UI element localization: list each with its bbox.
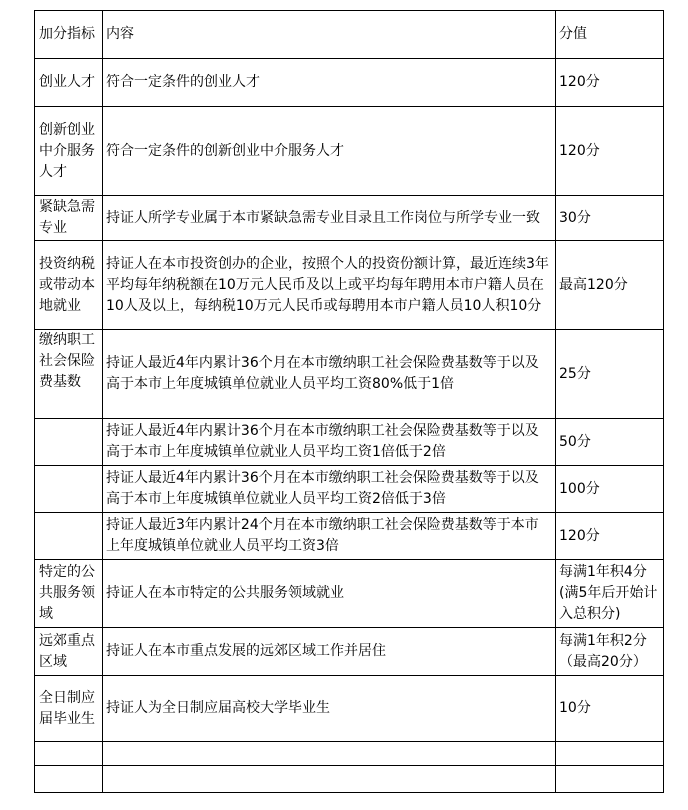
row-content: 符合一定条件的创业人才 [103,59,556,107]
empty-cell [35,742,103,766]
row-indicator: 远郊重点区域 [35,628,103,676]
empty-cell [556,742,664,766]
empty-row [35,742,664,766]
empty-cell [103,742,556,766]
row-content: 持证人最近3年内累计24个月在本市缴纳职工社会保险费基数等于本市上年度城镇单位就业人员平均工资3倍 [103,513,556,560]
row-content: 持证人最近4年内累计36个月在本市缴纳职工社会保险费基数等于以及高于本市上年度城镇单位就业人员平均工资2倍低于3倍 [103,466,556,513]
row-content: 持证人最近4年内累计36个月在本市缴纳职工社会保险费基数等于以及高于本市上年度城镇单位就业人员平均工资1倍低于2倍 [103,419,556,466]
header-content: 内容 [103,11,556,59]
row-indicator: 紧缺急需专业 [35,196,103,241]
row-content: 持证人在本市投资创办的企业，按照个人的投资份额计算，最近连续3年平均每年纳税额在10万元人民币及以上或平均每年聘用本市户籍人员在10人及以上，每纳税10万元人民币或每聘用本市户籍人员10人积10分 [103,241,556,330]
row-indicator: 创新创业中介服务人才 [35,107,103,196]
row-indicator [35,419,103,466]
row-score: 100分 [556,466,664,513]
row-content: 持证人在本市特定的公共服务领域就业 [103,560,556,628]
table-row [35,241,664,330]
row-content: 持证人为全日制应届高校大学毕业生 [103,676,556,742]
row-score: 每满1年积2分（最高20分） [556,628,664,676]
row-indicator: 全日制应届毕业生 [35,676,103,742]
row-indicator: 特定的公共服务领域 [35,560,103,628]
table-row [35,628,664,676]
table-row [35,676,664,742]
table-header-row [35,11,664,59]
table-row [35,196,664,241]
row-score: 最高120分 [556,241,664,330]
row-indicator: 缴纳职工社会保险费基数 [35,330,103,419]
row-indicator: 投资纳税或带动本地就业 [35,241,103,330]
row-score: 每满1年积4分(满5年后开始计入总积分) [556,560,664,628]
table-row [35,513,664,560]
row-score: 120分 [556,107,664,196]
row-content: 符合一定条件的创新创业中介服务人才 [103,107,556,196]
row-score: 25分 [556,330,664,419]
row-content: 持证人在本市重点发展的远郊区域工作并居住 [103,628,556,676]
table-row [35,330,664,419]
row-content: 持证人所学专业属于本市紧缺急需专业目录且工作岗位与所学专业一致 [103,196,556,241]
row-score: 120分 [556,59,664,107]
row-content: 持证人最近4年内累计36个月在本市缴纳职工社会保险费基数等于以及高于本市上年度城镇单位就业人员平均工资80%低于1倍 [103,330,556,419]
empty-row [35,766,664,793]
empty-cell [103,766,556,793]
table-row [35,466,664,513]
row-indicator: 创业人才 [35,59,103,107]
table-row [35,419,664,466]
empty-cell [35,766,103,793]
bonus-points-table [34,10,664,793]
row-indicator [35,466,103,513]
row-score: 30分 [556,196,664,241]
table-row [35,107,664,196]
header-indicator: 加分指标 [35,11,103,59]
table-row [35,59,664,107]
row-score: 10分 [556,676,664,742]
header-score: 分值 [556,11,664,59]
row-score: 120分 [556,513,664,560]
empty-cell [556,766,664,793]
table-row [35,560,664,628]
row-indicator [35,513,103,560]
row-score: 50分 [556,419,664,466]
